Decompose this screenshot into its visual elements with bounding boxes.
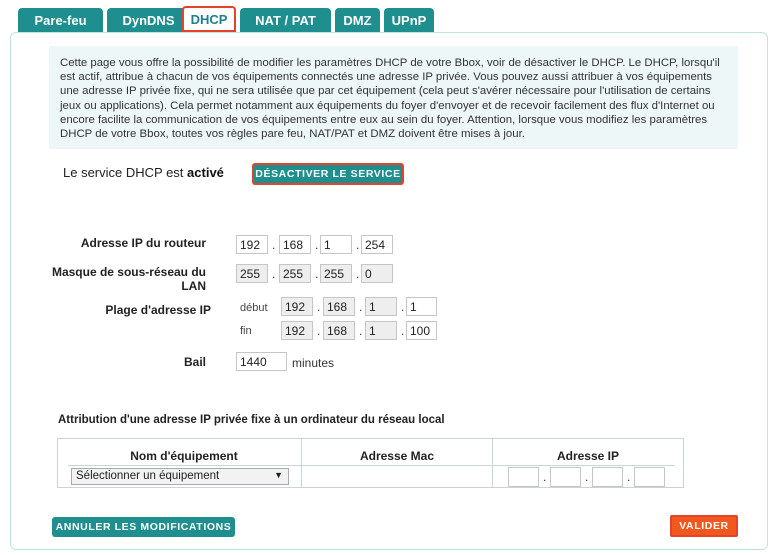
table-divider [301,439,302,487]
validate-button[interactable]: VALIDER [670,515,738,537]
tab-dhcp[interactable]: DHCP [182,6,236,32]
ip-dot: . [401,300,405,314]
subnet-octet-4 [361,264,393,283]
ip-dot: . [272,267,276,281]
dropdown-arrow-icon: ▼ [274,470,283,480]
router-ip-octet-4[interactable] [361,235,393,254]
range-start-octet-2 [323,297,355,316]
lease-label: Bail [183,355,206,369]
router-ip-octet-1[interactable] [236,235,268,254]
ip-dot: . [317,300,321,314]
device-select-value: Sélectionner un équipement [76,470,220,482]
router-ip-octet-3[interactable] [320,235,352,254]
subnet-octet-2 [279,264,311,283]
ip-dot: . [359,300,363,314]
ip-dot: . [627,470,631,484]
range-end-octet-4[interactable] [406,321,437,340]
tab-upnp[interactable]: UPnP [384,8,434,32]
range-label: Plage d'adresse IP [105,303,211,317]
range-end-label: fin [240,325,252,337]
ip-dot: . [356,238,360,252]
disable-service-button[interactable] [252,163,404,185]
service-text: Le service DHCP est [63,165,184,180]
disable-service-label: DÉSACTIVER LE SERVICE [255,168,401,180]
range-start-label: début [240,302,268,314]
ip-dot: . [356,267,360,281]
router-ip-label: Adresse IP du routeur [80,236,206,250]
info-description: Cette page vous offre la possibilité de modifier les paramètres DHCP de votre Bbox, voir de désactiver le DHCP. Le DHCP, lorsqu'il est actif, attribue à chacun de vos équipements connectés une adresse IP privée. Vous pouvez aussi attribuer à vos équipements une adresse IP privée fixe, qui ne sera utilisée que par cet équipement (cela peut s'avérer nécessaire pour l'utilisation de certains jeux ou applications). Cela permet notamment aux équipements du foyer d'envoyer et de recevoir facilement des flux d'Internet ou encore facilite la communication de vos équipements entre eux au sein du foyer. Attention, lorsque vous modifiez les paramètres DHCP de votre Bbox, toutes vos règles pare feu, NAT/PAT et DMZ doivent être mises à jour. [49,46,738,149]
range-end-octet-3 [365,321,397,340]
lease-input[interactable] [236,352,287,371]
tab-bar [18,6,778,34]
router-ip-octet-2[interactable] [279,235,311,254]
range-end-octet-2 [323,321,355,340]
ip-dot: . [543,470,547,484]
range-end-octet-1 [281,321,313,340]
col-device-header: Nom d'équipement [130,449,238,463]
subnet-octet-1 [236,264,268,283]
tab-dmz[interactable]: DMZ [335,8,380,32]
table-header-divider [68,465,675,466]
tab-dyndns[interactable]: DynDNS [107,8,190,32]
ip-dot: . [315,267,319,281]
ip-dot: . [315,238,319,252]
range-start-octet-1 [281,297,313,316]
static-ip-octet-4[interactable] [634,467,665,487]
col-ip-header: Adresse IP [556,449,620,463]
subnet-label: Masque de sous-réseau du LAN [51,265,206,293]
ip-dot: . [585,470,589,484]
ip-dot: . [272,238,276,252]
ip-dot: . [317,324,321,338]
range-start-octet-4[interactable] [406,297,437,316]
static-ip-octet-3[interactable] [592,467,623,487]
service-status-value: activé [187,165,224,180]
ip-dot: . [401,324,405,338]
ip-dot: . [359,324,363,338]
static-ip-octet-2[interactable] [550,467,581,487]
service-status [63,165,224,180]
tab-pare-feu[interactable]: Pare-feu [18,8,103,32]
static-assignment-title: Attribution d'une adresse IP privée fixe à un ordinateur du réseau local [58,414,445,426]
static-assignment-table [57,438,684,488]
col-mac-header: Adresse Mac [359,449,435,463]
static-ip-octet-1[interactable] [508,467,539,487]
subnet-octet-3 [320,264,352,283]
tab-nat-pat[interactable]: NAT / PAT [240,8,331,32]
table-divider [492,439,493,487]
device-select[interactable] [71,468,289,485]
cancel-changes-button[interactable]: ANNULER LES MODIFICATIONS [52,517,235,537]
lease-unit: minutes [292,356,335,370]
range-start-octet-3 [365,297,397,316]
